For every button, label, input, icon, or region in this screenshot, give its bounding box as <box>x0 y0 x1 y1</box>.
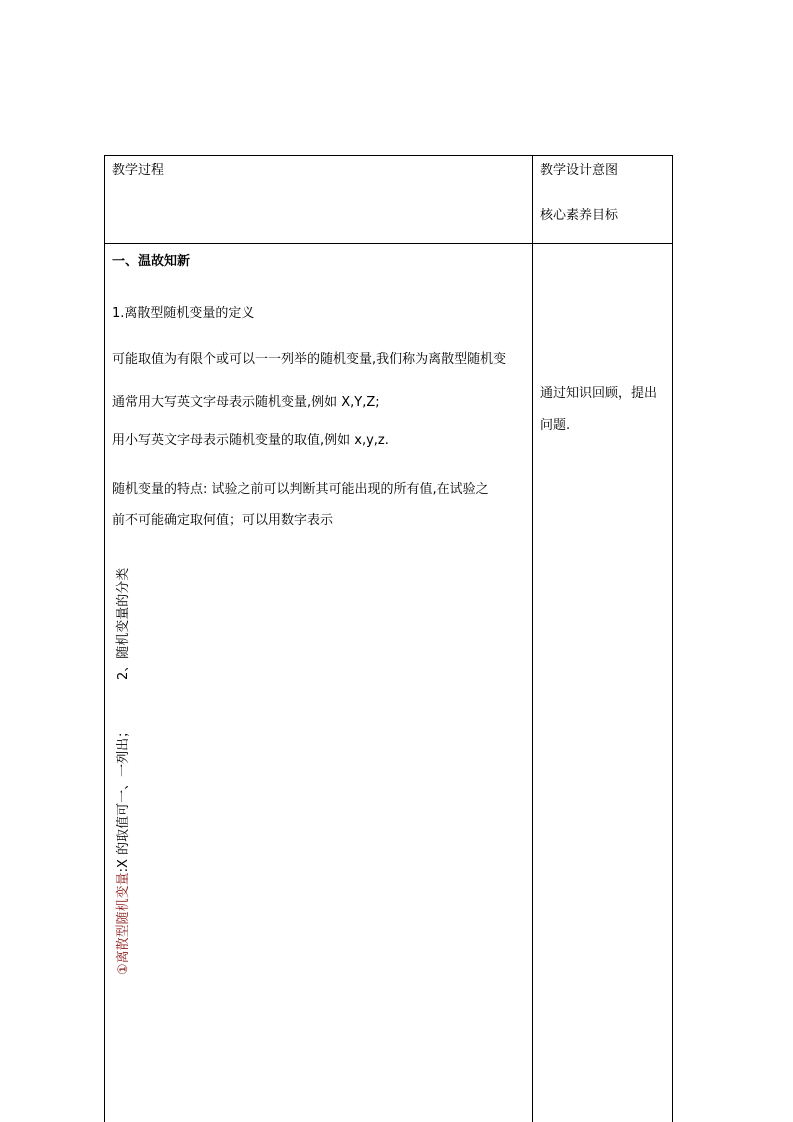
vertical-item2-classification: 2、随机变量的分类 <box>116 567 131 680</box>
vertical-discrete-line <box>116 725 132 975</box>
right-note-line2: 问题. <box>540 418 571 433</box>
lesson-table <box>104 155 673 1122</box>
table-column-divider <box>532 155 533 1122</box>
para1-definition: 可能取值为有限个或可以一一列举的随机变量,我们称为离散型随机变 <box>112 352 507 367</box>
para1-clip <box>112 350 532 370</box>
header-teaching-process: 教学过程 <box>112 163 165 178</box>
discrete-term-rest: :X 的取值可一、一列出； <box>116 724 131 873</box>
table-header-divider <box>104 243 673 244</box>
item1-title: 1.离散型随机变量的定义 <box>112 306 255 321</box>
para4-features-line2: 前不可能确定取何值；可以用数字表示 <box>112 513 334 528</box>
section-title: 一、温故知新 <box>112 254 191 269</box>
para4-features-line1: 随机变量的特点: 试验之前可以判断其可能出现的所有值,在试验之 <box>112 482 489 497</box>
header-core-literacy-goal: 核心素养目标 <box>540 208 619 223</box>
right-note-line1: 通过知识回顾，提出 <box>540 386 658 401</box>
para2-uppercase-notation: 通常用大写英文字母表示随机变量,例如 X,Y,Z; <box>112 395 380 410</box>
header-design-intent: 教学设计意图 <box>540 163 619 178</box>
discrete-term-red: ①离散型随机变量 <box>116 872 131 975</box>
para3-lowercase-notation: 用小写英文字母表示随机变量的取值,例如 x,y,z. <box>112 433 389 448</box>
